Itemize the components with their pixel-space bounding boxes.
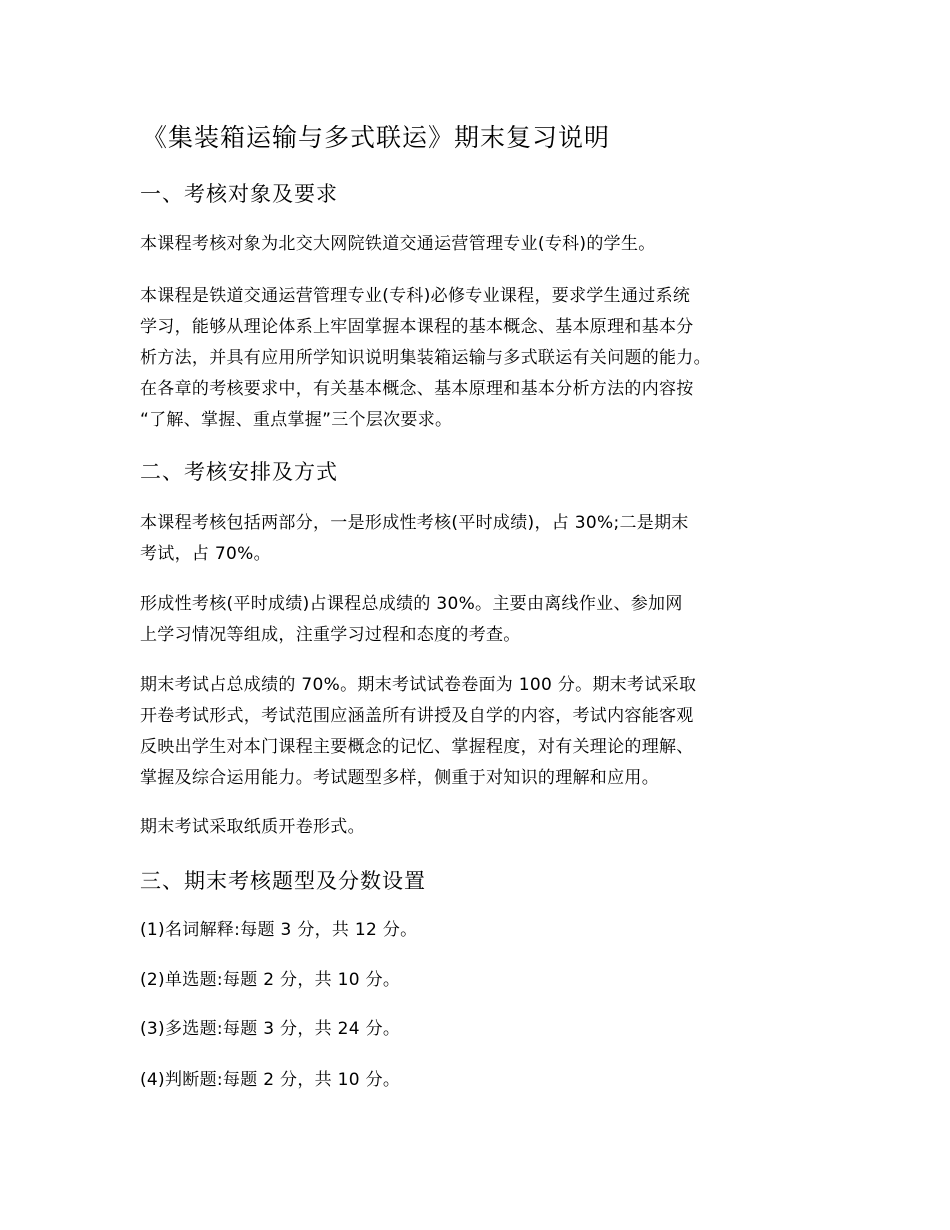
paragraph-assessment-parts [140,508,830,570]
paragraph-assessment-target [140,229,830,260]
text-line: 形成性考核(平时成绩)占课程总成绩的 30%。主要由离线作业、参加网 [140,594,683,614]
text-line: 掌握及综合运用能力。考试题型多样，侧重于对知识的理解和应用。 [140,768,659,788]
text-line: 期末考试采取纸质开卷形式。 [140,817,365,837]
text-line: 本课程是铁道交通运营管理专业(专科)必修专业课程，要求学生通过系统 [140,286,691,306]
document-title: 《集装箱运输与多式联运》期末复习说明 [142,123,611,152]
list-item-term-explanation [140,915,830,946]
text-line: 上学习情况等组成，注重学习过程和态度的考查。 [140,625,521,645]
text-line: (1)名词解释:每题 3 分，共 12 分。 [140,920,418,940]
text-line: 期末考试占总成绩的 70%。期末考试试卷卷面为 100 分。期末考试采取 [140,675,697,695]
list-item-true-false [140,1065,830,1096]
text-line: “了解、掌握、重点掌握”三个层次要求。 [140,410,453,430]
paragraph-course-requirements [140,281,830,436]
text-line: 反映出学生对本门课程主要概念的记忆、掌握程度，对有关理论的理解、 [140,737,694,757]
text-line: 本课程考核对象为北交大网院铁道交通运营管理专业(专科)的学生。 [140,234,656,254]
text-line: (2)单选题:每题 2 分，共 10 分。 [140,970,401,990]
text-line: 学习，能够从理论体系上牢固掌握本课程的基本概念、基本原理和基本分 [140,317,694,337]
paragraph-final-exam [140,670,830,794]
section-heading-assessment-arrangement: 二、考核安排及方式 [140,460,338,484]
text-line: 开卷考试形式，考试范围应涵盖所有讲授及自学的内容，考试内容能客观 [140,706,694,726]
paragraph-exam-format [140,812,830,843]
section-heading-assessment-target: 一、考核对象及要求 [140,182,338,206]
text-line: (3)多选题:每题 3 分，共 24 分。 [140,1019,401,1039]
text-line: 在各章的考核要求中，有关基本概念、基本原理和基本分析方法的内容按 [140,379,694,399]
paragraph-formative-assessment [140,589,830,651]
list-item-multiple-choice [140,1014,830,1045]
text-line: 本课程考核包括两部分，一是形成性考核(平时成绩)，占 30%;二是期末 [140,513,689,533]
list-item-single-choice [140,965,830,996]
text-line: (4)判断题:每题 2 分，共 10 分。 [140,1070,401,1090]
text-line: 析方法，并具有应用所学知识说明集装箱运输与多式联运有关问题的能力。 [140,348,711,368]
text-line: 考试，占 70%。 [140,544,271,564]
section-heading-question-types: 三、期末考核题型及分数设置 [140,869,426,893]
